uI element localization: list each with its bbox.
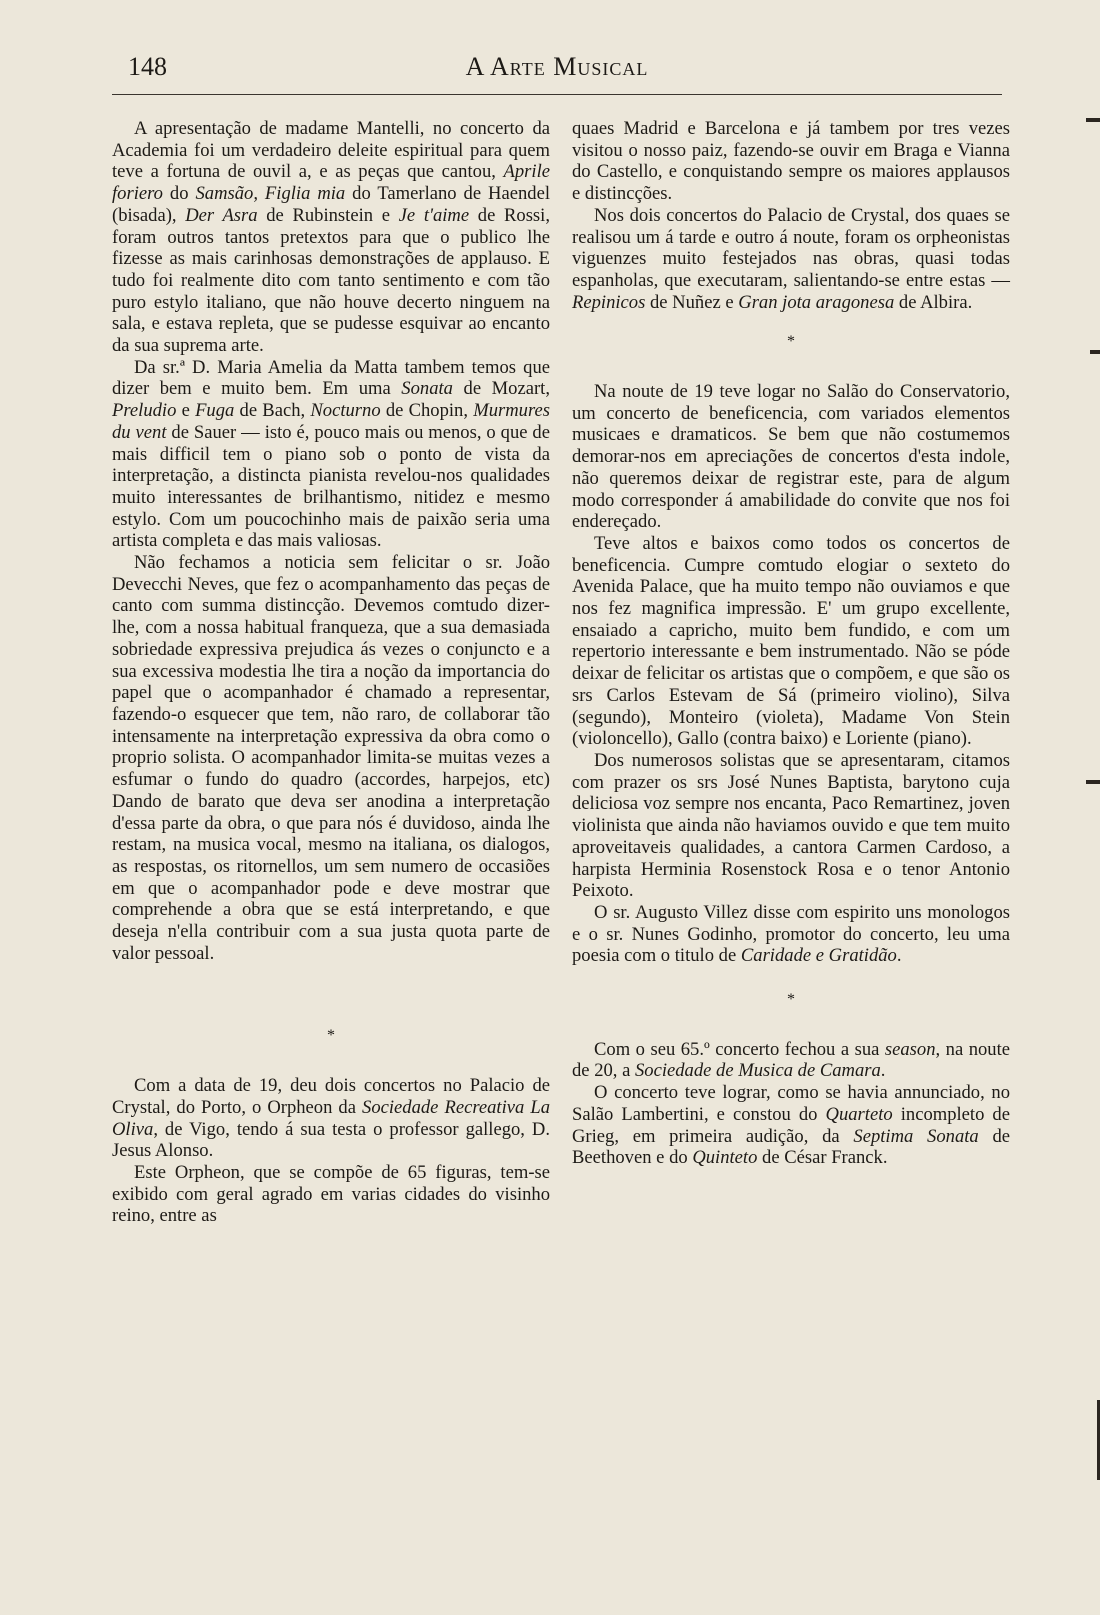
section-separator: * (787, 333, 795, 351)
section-separator: * (327, 1027, 335, 1045)
edge-mark (1086, 780, 1100, 784)
paragraph: Da sr.ª D. Maria Amelia da Matta tambem temos que dizer bem e muito bem. Em uma Sonata de Mozart, Preludio e Fuga de Bach, Nocturno de Chopin, Murmures du vent de Sauer — isto é, pouco mais ou menos, o que de mais difficil tem o piano sob o ponto de vista da interpretação, a distincta pianista revelou-nos qualidades muito interessantes de brilhantismo, nitidez e mesmo estylo. Com um poucochinho mais de paixão seria uma artista completa e das mais valiosas. (112, 356, 550, 552)
paragraph: quaes Madrid e Barcelona e já tambem por tres vezes visitou o nosso paiz, fazendo-se ouvir em Braga e Vianna do Castello, e conquistando sempre os maiores applausos e distincções. (572, 118, 1010, 205)
paragraph: Este Orpheon, que se compõe de 65 figuras, tem-se exibido com geral agrado em varias cidades do visinho reino, entre as (112, 1161, 550, 1227)
page-header (112, 48, 1002, 88)
paragraph: O sr. Augusto Villez disse com espirito uns monologos e o sr. Nunes Godinho, promotor do concerto, leu uma poesia com o titulo de Caridade e Gratidão. (572, 901, 1010, 967)
header-rule (112, 94, 1002, 95)
edge-mark (1086, 118, 1100, 122)
page-number: 148 (128, 52, 167, 81)
paragraph: O concerto teve lograr, como se havia annunciado, no Salão Lambertini, e constou do Quarteto incompleto de Grieg, em primeira audição, da Septima Sonata de Beethoven e do Quinteto de César Franck. (572, 1082, 1010, 1169)
paragraph: Com o seu 65.º concerto fechou a sua season, na noute de 20, a Sociedade de Musica de Camara. (572, 1038, 1011, 1082)
running-title: A Arte Musical (465, 52, 649, 81)
section-separator: * (787, 991, 795, 1009)
paragraph: Não fechamos a noticia sem felicitar o sr. João Devecchi Neves, que fez o acompanhamento das peças de canto com summa distincção. Devemos comtudo dizer-lhe, com a nossa habitual franqueza, que a sua demasiada sobriedade expressiva prejudica ás vezes o conjuncto e a sua excessiva modestia lhe tira a noção da importancia do papel que o acompanhador é chamado a representar, fazendo-o esquecer que tem, não raro, de collaborar tão intensamente na interpretação expressiva da obra como o proprio solista. O acompanhador limita-se muitas vezes a esfumar o fundo do quadro (accordes, harpejos, etc) Dando de barato que deva ser anodina a interpretação d'essa parte da obra, o que para nós é duvidoso, ainda lhe restam, na musica vocal, mesmo na italiana, os dialogos, as respostas, os ritornellos, um sem numero de occasiões em que o acompanhador pode e deve mostrar que comprehende a obra que se está interpretando, e que deseja n'ella contribuir com a sua justa quota parte de valor pessoal. (112, 552, 550, 964)
edge-mark (1090, 350, 1100, 354)
paragraph: Com a data de 19, deu dois concertos no Palacio de Crystal, do Porto, o Orpheon da Sociedade Recreativa La Oliva, de Vigo, tendo á sua testa o professor gallego, D. Jesus Alonso. (112, 1075, 550, 1162)
paragraph: Na noute de 19 teve logar no Salão do Conservatorio, um concerto de beneficencia, com variados elementos musicaes e dramaticos. Se bem que não costumemos demorar-nos em apreciações de concertos d'esta indole, não queremos deixar de registrar este, para de algum modo corresponder á amabilidade do convite que nos foi endereçado. (572, 381, 1010, 533)
paragraph: Teve altos e baixos como todos os concertos de beneficencia. Cumpre comtudo elogiar o sexteto do Avenida Palace, que ha muito tempo não ouviamos e que nos fez magnifica impressão. E' um grupo excellente, ensaiado a capricho, muito bem fundido, e com um repertorio interessante e bem instrumentado. Não se póde deixar de felicitar os artistas que o compõem, e que são os srs Carlos Estevam de Sá (primeiro violino), Silva (segundo), Monteiro (violeta), Madame Von Stein (violoncello), Gallo (contra baixo) e Loriente (piano). (572, 532, 1010, 750)
left-column (112, 118, 550, 1227)
paragraph: Nos dois concertos do Palacio de Crystal, dos quaes se realisou um á tarde e outro á noute, foram os orpheonistas viguenzes muito festejados nas obras, quasi todas espanholas, que executaram, salientando-se entre estas — Repinicos de Nuñez e Gran jota aragonesa de Albira. (572, 204, 1010, 313)
paragraph: A apresentação de madame Mantelli, no concerto da Academia foi um verdadeiro deleite espiritual para quem teve a fortuna de ouvil a, e as peças que cantou, Aprile foriero do Samsão, Figlia mia do Tamerlano de Haendel (bisada), Der Asra de Rubinstein e Je t'aime de Rossi, foram outros tantos pretextos para que o publico lhe fizesse as mais carinhosas demonstrações de applauso. E tudo foi realmente dito com tanto sentimento e com tão puro estylo italiano, que não houve decerto ninguem na sala, e estava repleta, que se pudesse esquivar ao encanto da sua suprema arte. (112, 118, 551, 357)
right-column (572, 118, 1010, 1169)
paragraph: Dos numerosos solistas que se apresentaram, citamos com prazer os srs José Nunes Baptista, barytono cuja deliciosa voz sempre nos encanta, Paco Remartinez, joven violinista que ainda não haviamos ouvido e que tem muito aproveitaveis qualidades, a cantora Carmen Cardoso, a harpista Herminia Rosenstock Rosa e o tenor Antonio Peixoto. (572, 749, 1010, 902)
